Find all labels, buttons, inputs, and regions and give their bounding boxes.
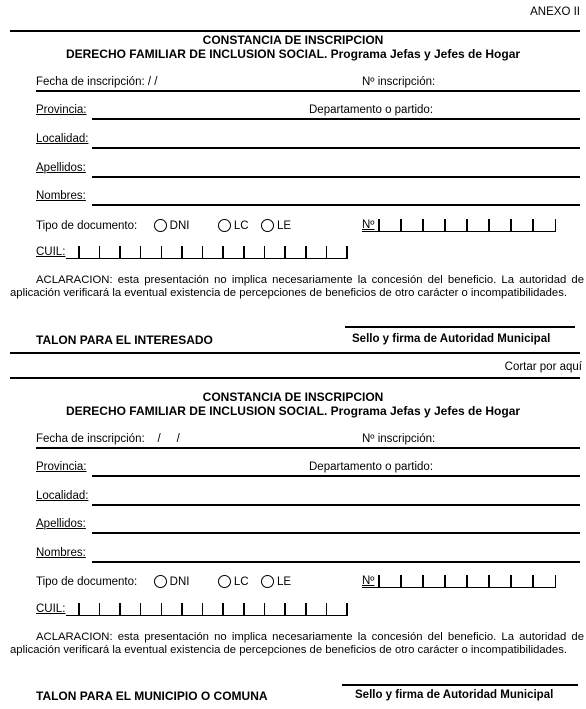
digit-separator	[346, 246, 348, 258]
apellidos-label: Apellidos:	[36, 162, 86, 174]
provincia-field[interactable]	[92, 475, 580, 477]
apellidos-field[interactable]	[92, 176, 580, 178]
localidad-field[interactable]	[92, 504, 580, 506]
fecha-field[interactable]	[36, 447, 580, 449]
cuil-label: CUIL:	[36, 246, 66, 258]
digit-separator	[202, 603, 204, 615]
departamento-label: Departamento o partido:	[309, 104, 434, 116]
digit-separator	[326, 246, 328, 258]
sello-label: Sello y firma de Autoridad Municipal	[352, 333, 551, 345]
digit-separator	[78, 603, 80, 615]
digit-separator	[422, 219, 424, 231]
section-subtitle: DERECHO FAMILIAR DE INCLUSION SOCIAL. Programa Jefas y Jefes de Hogar	[65, 47, 521, 61]
nro-documento-label: Nº	[362, 219, 375, 231]
bottom-rule	[10, 352, 580, 354]
digit-separator	[510, 575, 512, 587]
lc-label: LC	[233, 220, 249, 232]
sello-label: Sello y firma de Autoridad Municipal	[355, 689, 554, 701]
digit-separator	[181, 246, 183, 258]
digit-separator	[305, 603, 307, 615]
dni-radio[interactable]	[154, 219, 167, 232]
cut-here-label: Cortar por aquí	[504, 361, 582, 373]
talon-label: TALON PARA EL INTERESADO	[36, 333, 213, 347]
sello-signature-line[interactable]	[342, 684, 578, 686]
digit-separator	[532, 219, 534, 231]
fecha-label: Fecha de inscripción: / /	[36, 76, 158, 88]
top-rule	[10, 377, 580, 379]
tipo-documento-label: Tipo de documento:	[36, 220, 138, 232]
digit-separator	[378, 575, 380, 587]
digit-separator	[378, 219, 380, 231]
nro-underline	[362, 587, 556, 588]
sello-signature-line[interactable]	[345, 326, 575, 328]
digit-separator	[400, 219, 402, 231]
section-title: CONSTANCIA DE INSCRIPCION	[202, 390, 384, 404]
le-radio[interactable]	[261, 219, 274, 232]
annex-label: ANEXO II	[530, 6, 580, 18]
digit-separator	[264, 246, 266, 258]
digit-separator	[510, 219, 512, 231]
digit-separator	[222, 603, 224, 615]
digit-separator	[202, 246, 204, 258]
aclaracion-text: ACLARACION: esta presentación no implica necesariamente la concesión del beneficio. La autoridad de aplicación verificará la eventual existencia de percepciones de beneficios de otro carácter o incompatibilidades.	[10, 274, 584, 299]
digit-separator	[140, 603, 142, 615]
nombres-label: Nombres:	[36, 190, 86, 202]
cuil-underline	[66, 615, 348, 616]
digit-separator	[326, 603, 328, 615]
top-rule	[10, 30, 580, 32]
cuil-ticks	[78, 603, 348, 615]
digit-separator	[99, 603, 101, 615]
digit-separator	[222, 246, 224, 258]
cuil-underline	[66, 258, 348, 259]
digit-separator	[488, 219, 490, 231]
digit-separator	[555, 219, 557, 231]
cuil-ticks	[78, 246, 348, 258]
digit-separator	[444, 219, 446, 231]
dni-label: DNI	[169, 576, 190, 588]
digit-separator	[243, 603, 245, 615]
digit-separator	[161, 246, 163, 258]
digit-separator	[161, 603, 163, 615]
dni-label: DNI	[169, 220, 190, 232]
nombres-label: Nombres:	[36, 547, 86, 559]
digit-separator	[181, 603, 183, 615]
localidad-field[interactable]	[92, 147, 580, 149]
digit-separator	[346, 603, 348, 615]
digit-separator	[243, 246, 245, 258]
lc-label: LC	[233, 576, 249, 588]
le-radio[interactable]	[261, 575, 274, 588]
digit-separator	[284, 603, 286, 615]
tipo-documento-row	[36, 219, 291, 232]
digit-separator	[284, 246, 286, 258]
digit-separator	[305, 246, 307, 258]
lc-radio[interactable]	[218, 219, 231, 232]
digit-separator	[264, 603, 266, 615]
dni-radio[interactable]	[154, 575, 167, 588]
aclaracion-text: ACLARACION: esta presentación no implica necesariamente la concesión del beneficio. La autoridad de aplicación verificará la eventual existencia de percepciones de beneficios de otro carácter o incompatibilidades.	[10, 631, 584, 656]
nro-inscripcion-label: Nº inscripción:	[362, 76, 436, 88]
nro-underline	[362, 231, 556, 232]
departamento-label: Departamento o partido:	[309, 461, 434, 473]
provincia-label: Provincia:	[36, 461, 87, 473]
apellidos-label: Apellidos:	[36, 518, 86, 530]
nombres-field[interactable]	[92, 204, 580, 206]
digit-separator	[99, 246, 101, 258]
tipo-documento-label: Tipo de documento:	[36, 576, 138, 588]
nro-ticks	[378, 219, 556, 231]
fecha-label: Fecha de inscripción: / /	[36, 433, 180, 445]
le-label: LE	[276, 576, 292, 588]
localidad-label: Localidad:	[36, 133, 89, 145]
fecha-field[interactable]	[36, 90, 580, 92]
tipo-documento-row	[36, 575, 291, 588]
digit-separator	[555, 575, 557, 587]
digit-separator	[140, 246, 142, 258]
digit-separator	[532, 575, 534, 587]
nombres-field[interactable]	[92, 561, 580, 563]
cuil-label: CUIL:	[36, 603, 66, 615]
provincia-field[interactable]	[92, 118, 580, 120]
lc-radio[interactable]	[218, 575, 231, 588]
nro-ticks	[378, 575, 556, 587]
digit-separator	[119, 246, 121, 258]
section-subtitle: DERECHO FAMILIAR DE INCLUSION SOCIAL. Programa Jefas y Jefes de Hogar	[65, 404, 521, 418]
digit-separator	[422, 575, 424, 587]
digit-separator	[466, 575, 468, 587]
section-title: CONSTANCIA DE INSCRIPCION	[202, 33, 384, 47]
digit-separator	[400, 575, 402, 587]
digit-separator	[488, 575, 490, 587]
talon-label: TALON PARA EL MUNICIPIO O COMUNA	[36, 689, 268, 703]
digit-separator	[466, 219, 468, 231]
apellidos-field[interactable]	[92, 532, 580, 534]
localidad-label: Localidad:	[36, 490, 89, 502]
digit-separator	[444, 575, 446, 587]
nro-inscripcion-label: Nº inscripción:	[362, 433, 436, 445]
le-label: LE	[276, 220, 292, 232]
nro-documento-label: Nº	[362, 575, 375, 587]
provincia-label: Provincia:	[36, 104, 87, 116]
digit-separator	[119, 603, 121, 615]
digit-separator	[78, 246, 80, 258]
